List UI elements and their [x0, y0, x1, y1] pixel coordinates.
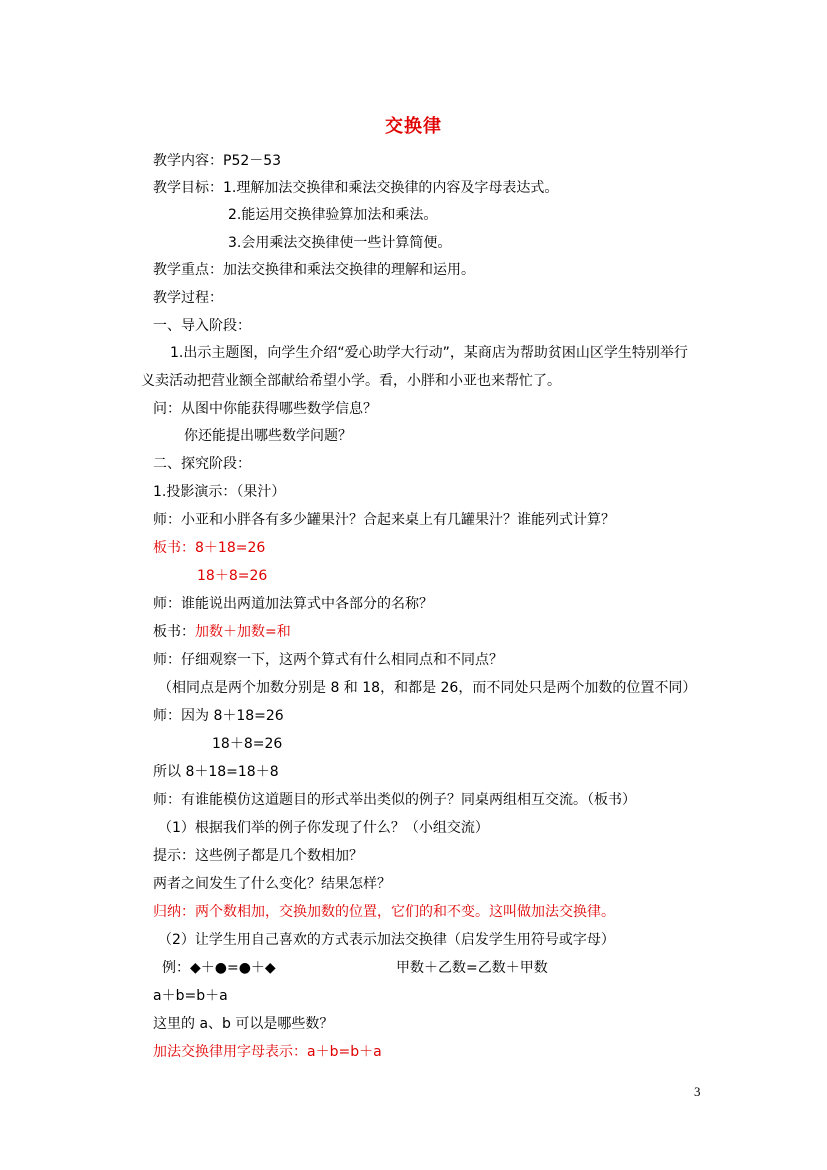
text-segment: 教学目标：1.理解加法交换律和乘法交换律的内容及字母表达式。 — [153, 180, 559, 196]
board-note — [153, 538, 265, 558]
paragraph-line — [153, 510, 615, 530]
conclusion-line — [153, 1042, 382, 1062]
board-note — [153, 622, 291, 642]
text-segment: 师：因为 8＋18=26 — [153, 708, 284, 724]
paragraph-line — [153, 1014, 333, 1034]
paragraph-line — [153, 650, 503, 670]
paragraph-line — [153, 706, 284, 726]
text-segment: 3.会用乘法交换律使一些计算简便。 — [228, 235, 452, 251]
equation — [212, 734, 282, 754]
text-segment: 师：仔细观察一下，这两个算式有什么相同点和不同点？ — [153, 652, 503, 668]
symbol-equation: 例：◆＋●=●＋◆ — [162, 960, 276, 976]
text-segment: 这里的 a、b 可以是哪些数？ — [153, 1016, 334, 1032]
conclusion-line — [153, 902, 615, 922]
text-segment: 提示：这些例子都是几个数相加？ — [153, 848, 363, 864]
text-segment: 教学内容：P52－53 — [153, 153, 282, 169]
equation — [153, 986, 228, 1006]
question-line — [153, 399, 377, 419]
question-line — [184, 426, 352, 446]
paragraph-line — [170, 343, 688, 363]
text-segment: 你还能提出哪些数学问题？ — [184, 428, 352, 444]
paragraph-line — [153, 790, 636, 810]
text-segment: 1.投影演示：（果汁） — [153, 484, 286, 500]
text-segment: （2）让学生用自己喜欢的方式表示加法交换律（启发学生用符号或字母） — [158, 932, 615, 948]
equation: 8＋18=26 — [195, 540, 266, 556]
page-number: 3 — [694, 1084, 701, 1099]
text-segment: 加法交换律用字母表示：a＋b=b＋a — [153, 1044, 382, 1060]
text-segment: （相同点是两个加数分别是 8 和 18，和都是 26，而不同处只是两个加数的位置不同） — [158, 680, 697, 696]
paragraph-line — [153, 846, 363, 866]
teaching-goal-2 — [228, 205, 437, 225]
paragraph-line — [158, 818, 489, 838]
example-line — [396, 958, 548, 978]
text-segment: 板书： — [153, 624, 195, 640]
paragraph-line — [153, 874, 391, 894]
teaching-process-heading — [153, 288, 223, 308]
text-segment: 教学过程： — [153, 290, 223, 306]
text-segment: 所以 8＋18=18＋8 — [153, 764, 279, 780]
section-intro-heading — [153, 316, 251, 336]
text-segment: 归纳：两个数相加，交换加数的位置，它们的和不变。这叫做加法交换律。 — [153, 904, 615, 920]
text-segment: 两者之间发生了什么变化？结果怎样？ — [153, 876, 391, 892]
text-segment: 18＋8=26 — [212, 736, 283, 752]
text-segment: 2.能运用交换律验算加法和乘法。 — [228, 207, 438, 223]
teaching-focus — [153, 260, 475, 280]
text-segment: 1.出示主题图，向学生介绍“爱心助学大行动”，某商店为帮助贫困山区学生特别举行 — [170, 345, 688, 361]
teaching-content — [153, 151, 281, 171]
teaching-goal-1 — [153, 178, 558, 198]
paragraph-line — [153, 762, 279, 782]
text-segment: 二、探究阶段： — [153, 456, 251, 472]
text-segment: 18＋8=26 — [197, 568, 268, 584]
highlight-text: 加数＋加数=和 — [195, 624, 291, 640]
text-segment: 问：从图中你能获得哪些数学信息？ — [153, 401, 377, 417]
text-segment: 师：小亚和小胖各有多少罐果汁？合起来桌上有几罐果汁？谁能列式计算？ — [153, 512, 615, 528]
example-line — [162, 958, 276, 978]
paragraph-line — [158, 930, 615, 950]
equation — [197, 566, 267, 586]
paragraph-line — [141, 371, 561, 391]
text-segment: a＋b=b＋a — [153, 988, 228, 1004]
text-segment: 师：有谁能模仿这道题目的形式举出类似的例子？同桌两组相互交流。（板书） — [153, 792, 636, 808]
teaching-goal-3 — [228, 233, 451, 253]
word-equation: 甲数＋乙数=乙数＋甲数 — [396, 960, 548, 976]
paragraph-line — [158, 678, 696, 698]
text-segment: 师：谁能说出两道加法算式中各部分的名称？ — [153, 596, 433, 612]
paragraph-line — [153, 594, 433, 614]
text-segment: 一、导入阶段： — [153, 318, 251, 334]
page-title: 交换律 — [385, 116, 442, 137]
text-segment: 板书： — [153, 540, 195, 556]
section-explore-heading — [153, 454, 251, 474]
text-segment: （1）根据我们举的例子你发现了什么？（小组交流） — [158, 820, 489, 836]
text-segment: 教学重点：加法交换律和乘法交换律的理解和运用。 — [153, 262, 475, 278]
paragraph-line — [153, 482, 285, 502]
text-segment: 义卖活动把营业额全部献给希望小学。看，小胖和小亚也来帮忙了。 — [141, 373, 561, 389]
